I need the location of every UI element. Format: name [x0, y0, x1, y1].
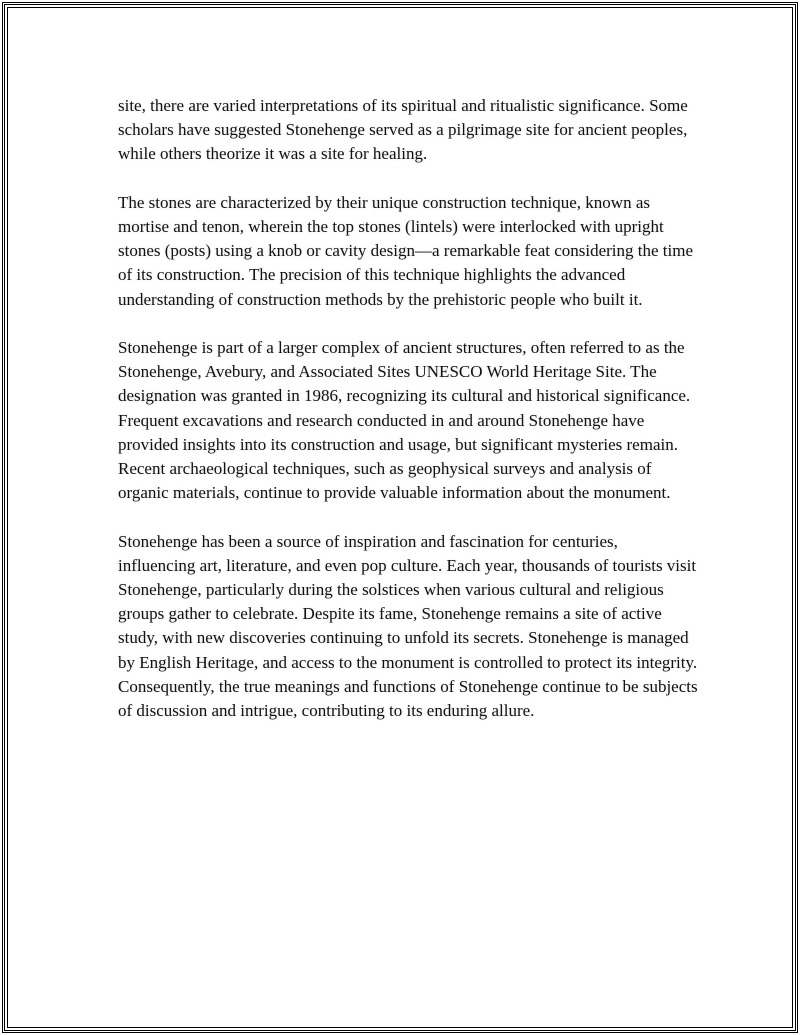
- paragraph-3: Stonehenge is part of a larger complex of ancient structures, often referred to as the Stonehenge, Avebury, and Associated Sites UNESCO World Heritage Site. The designation was granted in 1986, recognizing its cultural and historical significance. Frequent excavations and research conducted in and around Stonehenge have provided insights into its construction and usage, but significant mysteries remain. Recent archaeological techniques, such as geophysical surveys and analysis of organic materials, continue to provide valuable information about the monument.: [118, 338, 691, 503]
- paragraph-4: Stonehenge has been a source of inspiration and fascination for centuries, influencing art, literature, and even pop culture. Each year, thousands of tourists visit Stonehenge, particularly during the solstices when various cultural and religious groups gather to celebrate. Despite its fame, Stonehenge remains a site of active study, with new discoveries continuing to unfold its secrets. Stonehenge is managed by English Heritage, and access to the monument is controlled to protect its integrity. Consequently, the true meanings and functions of Stonehenge continue to be subjects of discussion and intrigue, contributing to its enduring allure.: [118, 531, 698, 721]
- document-body: [118, 94, 698, 747]
- paragraph-1: site, there are varied interpretations of its spiritual and ritualistic significance. Some scholars have suggested Stonehenge served as a pilgrimage site for ancient peoples, while others theorize it was a site for healing.: [118, 96, 688, 164]
- paragraph-2: The stones are characterized by their unique construction technique, known as mortise and tenon, wherein the top stones (lintels) were interlocked with upright stones (posts) using a knob or cavity design—a remarkable feat considering the time of its construction. The precision of this technique highlights the advanced understanding of construction methods by the prehistoric people who built it.: [118, 192, 694, 309]
